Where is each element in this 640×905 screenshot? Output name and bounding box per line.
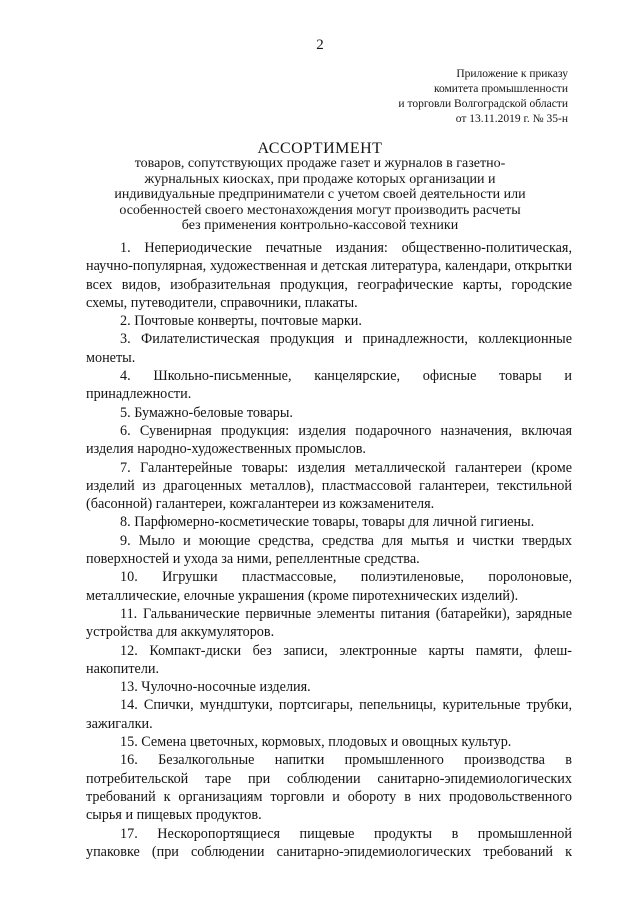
appendix-line: от 13.11.2019 г. № 35-н <box>455 113 568 125</box>
list-item-continuation: упаковке (при соблюдении санитарно-эпидемиологических требований к <box>86 843 572 860</box>
document-title: АССОРТИМЕНТ <box>257 140 383 157</box>
list-item: 6. Сувенирная продукция: изделия подарочного назначения, включая изделия народно-художественных промыслов. <box>86 422 572 458</box>
appendix-line: и торговли Волгоградской области <box>398 98 568 110</box>
document-subtitle: товаров, сопутствующих продаже газет и журналов в газетно-журнальных киосках, при продаже которых организации и индивидуальные предприниматели с учетом своей деятельности или особенностей своего местонахождения могут производить расчеты без применения контрольно-кассовой техники <box>114 156 526 233</box>
document-body <box>86 239 572 861</box>
list-item: 10. Игрушки пластмассовые, полиэтиленовые, поролоновые, металлические, елочные украшения (кроме пиротехнических изделий). <box>86 569 572 604</box>
list-item: 8. Парфюмерно-косметические товары, товары для личной гигиены. <box>120 514 535 531</box>
page-number: 2 <box>316 37 324 53</box>
list-item: 5. Бумажно-беловые товары. <box>120 404 293 421</box>
list-item: 14. Спички, мундштуки, портсигары, пепельницы, курительные трубки, зажигалки. <box>86 697 572 732</box>
list-item: 1. Непериодические печатные издания: общественно-политическая, научно-популярная, художественная и детская литература, календари, открытки всех видов, изобразительная продукция, географические карты, городские схемы, путеводители, справочники, плакаты. <box>86 240 572 311</box>
list-item: 11. Гальванические первичные элементы питания (батарейки), зарядные устройства для аккумуляторов. <box>86 605 572 641</box>
list-item: 9. Мыло и моющие средства, средства для мытья и чистки твердых поверхностей и ухода за ними, репеллентные средства. <box>86 532 572 568</box>
appendix-line: Приложение к приказу <box>456 68 568 80</box>
appendix-line: комитета промышленности <box>433 83 568 95</box>
list-item: 4. Школьно-письменные, канцелярские, офисные товары и <box>120 368 572 385</box>
list-item: 3. Филателистическая продукция и принадлежности, коллекционные монеты. <box>86 331 572 366</box>
list-item: 15. Семена цветочных, кормовых, плодовых и овощных культур. <box>120 734 512 751</box>
list-item: 12. Компакт-диски без записи, электронные карты памяти, флеш-накопители. <box>86 642 572 677</box>
list-item: 13. Чулочно-носочные изделия. <box>120 679 311 696</box>
list-item: 17. Нескоропортящиеся пищевые продукты в промышленной <box>120 825 572 842</box>
list-item-continuation: принадлежности. <box>86 386 192 403</box>
appendix-header <box>398 67 568 127</box>
list-item: 16. Безалкогольные напитки промышленного производства в потребительской таре при соблюдении санитарно-эпидемиологических требований к организациям торговли и обороту в них продовольственного сырья и пищевых продуктов. <box>86 752 572 824</box>
list-item: 2. Почтовые конверты, почтовые марки. <box>120 313 362 330</box>
list-item: 7. Галантерейные товары: изделия металлической галантереи (кроме изделий из драгоценных металлов), пластмассовой галантереи, текстильной (басонной) галантереи, кожгалантереи из кожзаменителя. <box>86 459 572 513</box>
